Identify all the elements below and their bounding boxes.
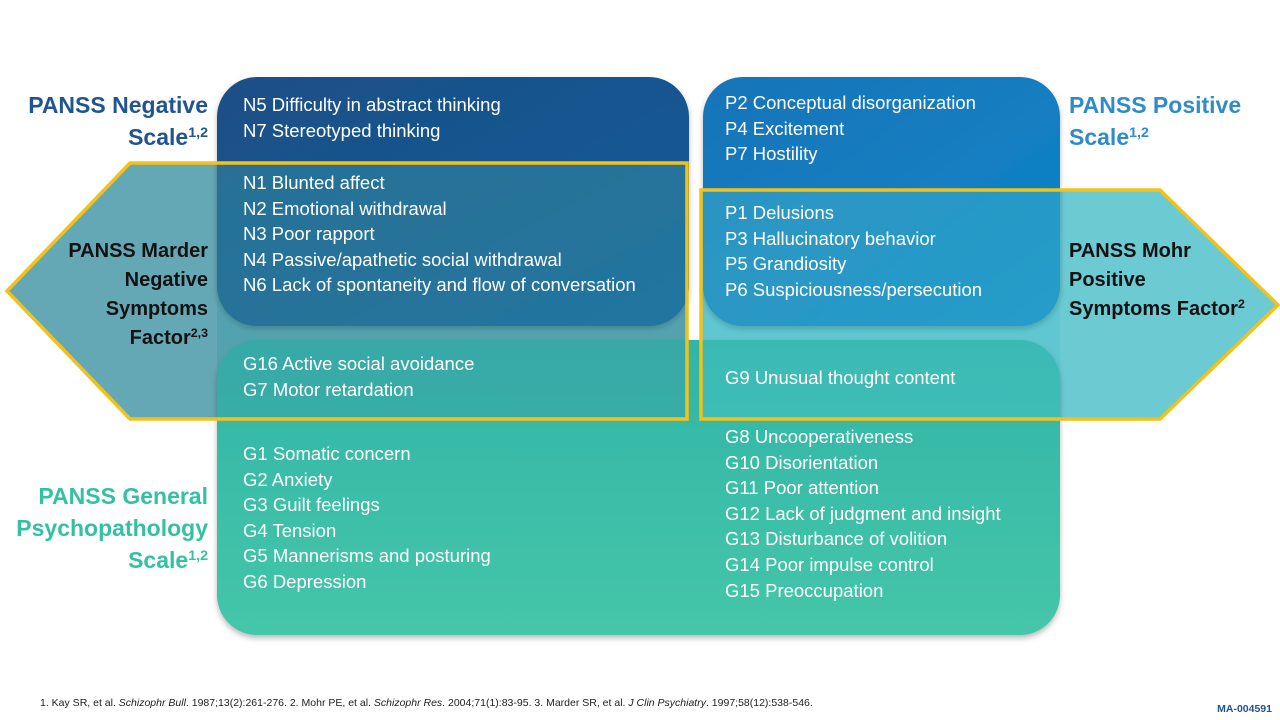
mohr-factor-label	[1069, 237, 1249, 324]
reference-suffix: . 1997;58(12):538-546.	[705, 697, 813, 709]
reference-prefix: 1. Kay SR, et al.	[40, 697, 119, 709]
positive-only-items	[725, 90, 976, 167]
list-item: N3 Poor rapport	[243, 223, 375, 245]
positive-scale-label-text: PANSS Positive Scale	[1069, 92, 1242, 150]
general-scale-label-sup: 1,2	[188, 548, 208, 565]
mohr-factor-label-text: PANSS Mohr Positive Symptoms Factor	[1069, 240, 1238, 320]
list-item: G11 Poor attention	[725, 477, 879, 499]
list-item: G13 Disturbance of volition	[725, 528, 948, 550]
list-item: G15 Preoccupation	[725, 579, 884, 601]
references-footnote	[40, 697, 813, 709]
list-item: P6 Suspiciousness/persecution	[725, 278, 983, 300]
reference-suffix: . 1987;13(2):261-276.	[185, 697, 290, 709]
list-item: G1 Somatic concern	[243, 443, 411, 464]
list-item: P7 Hostility	[725, 143, 818, 165]
list-item: G5 Mannerisms and posturing	[243, 545, 491, 567]
negative-scale-label-sup: 1,2	[188, 125, 208, 142]
mohr-general-items	[725, 365, 955, 391]
reference-suffix: . 2004;71(1):83-95.	[442, 697, 535, 709]
list-item: G8 Uncooperativeness	[725, 426, 914, 447]
list-item: N1 Blunted affect	[243, 172, 385, 193]
list-item: N2 Emotional withdrawal	[243, 197, 447, 219]
general-left-items	[243, 441, 491, 595]
marder-negative-items	[243, 170, 636, 298]
marder-factor-label-text: PANSS Marder Negative Symptoms Factor	[68, 240, 208, 349]
marder-factor-label	[30, 237, 208, 353]
general-scale-label	[10, 480, 208, 576]
document-code: MA-004591	[1217, 703, 1272, 715]
list-item: G14 Poor impulse control	[725, 553, 934, 575]
list-item: G6 Depression	[243, 570, 367, 592]
general-scale-label-text: PANSS General Psychopathology Scale	[16, 483, 208, 573]
list-item: G12 Lack of judgment and insight	[725, 502, 1001, 524]
mohr-factor-label-sup: 2	[1237, 297, 1245, 312]
list-item: G9 Unusual thought content	[725, 367, 956, 388]
list-item: P5 Grandiosity	[725, 253, 847, 275]
marder-factor-label-sup: 2,3	[190, 326, 208, 341]
list-item: N7 Stereotyped thinking	[243, 119, 441, 141]
positive-scale-label	[1069, 89, 1269, 153]
list-item: G2 Anxiety	[243, 468, 333, 490]
mohr-positive-items	[725, 200, 982, 302]
negative-only-items	[243, 92, 501, 143]
list-item: G3 Guilt feelings	[243, 494, 380, 516]
list-item: G16 Active social avoidance	[243, 353, 475, 374]
reference-prefix: 3. Marder SR, et al.	[534, 697, 629, 709]
list-item: N5 Difficulty in abstract thinking	[243, 94, 501, 115]
list-item: N4 Passive/apathetic social withdrawal	[243, 248, 562, 270]
general-right-items	[725, 424, 1001, 603]
reference-journal: J Clin Psychiatry	[628, 697, 706, 709]
list-item: G4 Tension	[243, 519, 337, 541]
reference-journal: Schizophr Bull	[118, 697, 186, 709]
list-item: G10 Disorientation	[725, 451, 879, 473]
list-item: G7 Motor retardation	[243, 378, 414, 400]
list-item: N6 Lack of spontaneity and flow of conversation	[243, 274, 636, 296]
marder-general-items	[243, 351, 474, 402]
negative-scale-label-text: PANSS Negative Scale	[28, 92, 208, 150]
list-item: P1 Delusions	[725, 202, 835, 223]
list-item: P4 Excitement	[725, 117, 845, 139]
list-item: P2 Conceptual disorganization	[725, 92, 976, 113]
reference-prefix: 2. Mohr PE, et al.	[289, 697, 374, 709]
list-item: P3 Hallucinatory behavior	[725, 227, 936, 249]
negative-scale-label	[16, 89, 208, 153]
reference-journal: Schizophr Res	[373, 697, 443, 709]
positive-scale-label-sup: 1,2	[1129, 125, 1149, 142]
